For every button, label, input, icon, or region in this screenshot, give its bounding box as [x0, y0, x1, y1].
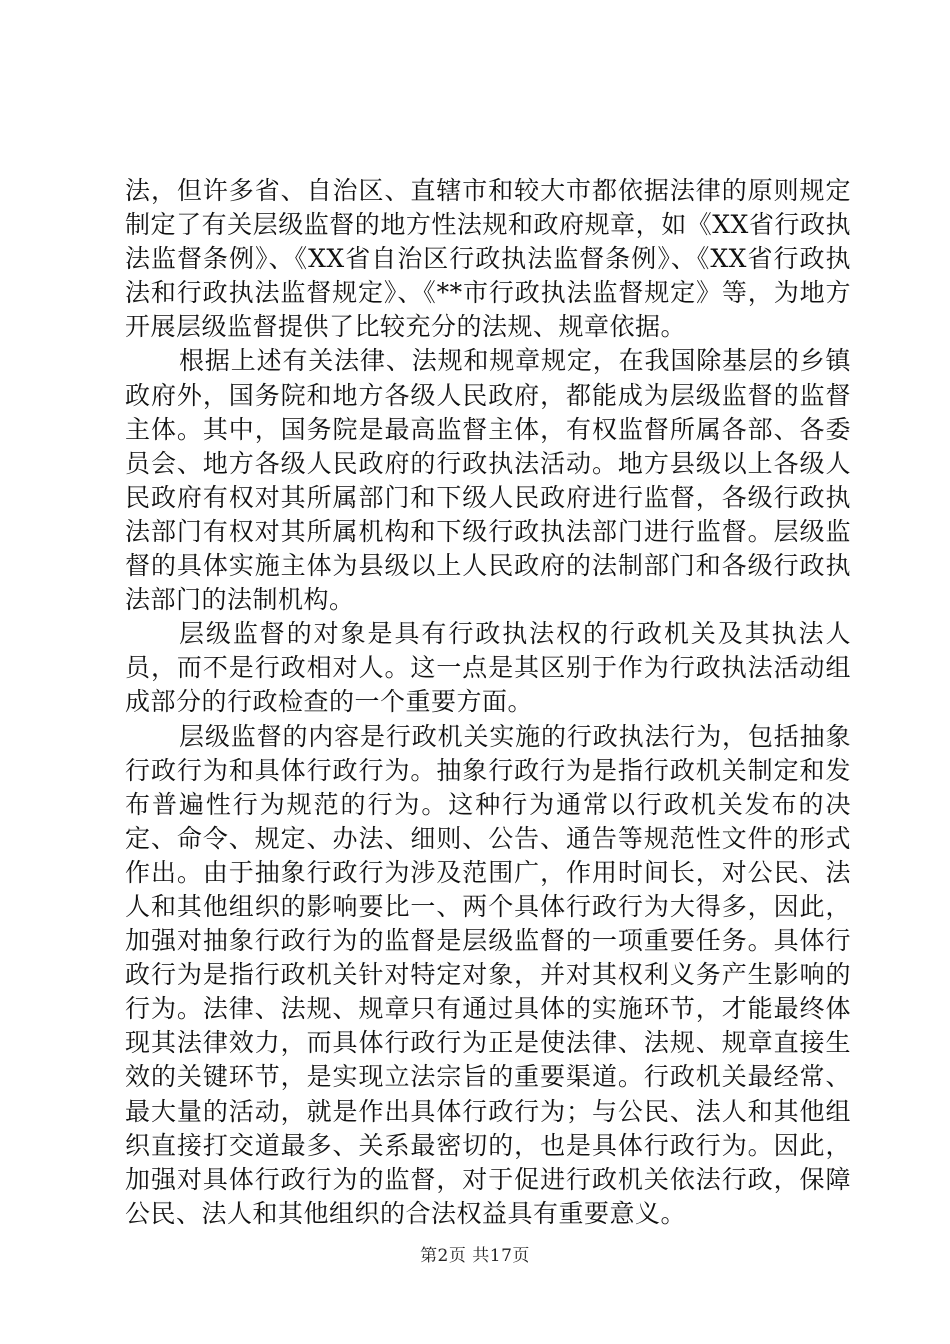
document-body — [125, 174, 851, 1231]
paragraph-4: 层级监督的内容是行政机关实施的行政执法行为，包括抽象行政行为和具体行政行为。抽象行政行为是指行政机关制定和发布普遍性行为规范的行为。这种行为通常以行政机关发布的决定、命令、规定、办法、细则、公告、通告等规范性文件的形式作出。由于抽象行政行为涉及范围广，作用时间长，对公民、法人和其他组织的影响要比一、两个具体行政行为大得多，因此，加强对抽象行政行为的监督是层级监督的一项重要任务。具体行政行为是指行政机关针对特定对象，并对其权利义务产生影响的行为。法律、法规、规章只有通过具体的实施环节，才能最终体现其法律效力，而具体行政行为正是使法律、法规、规章直接生效的关键环节，是实现立法宗旨的重要渠道。行政机关最经常、最大量的活动，就是作出具体行政行为；与公民、法人和其他组织直接打交道最多、关系最密切的，也是具体行政行为。因此，加强对具体行政行为的监督，对于促进行政机关依法行政，保障公民、法人和其他组织的合法权益具有重要意义。 — [125, 721, 851, 1228]
paragraph-2: 根据上述有关法律、法规和规章规定，在我国除基层的乡镇政府外，国务院和地方各级人民政府，都能成为层级监督的监督主体。其中，国务院是最高监督主体，有权监督所属各部、各委员会、地方各级人民政府的行政执法活动。地方县级以上各级人民政府有权对其所属部门和下级人民政府进行监督，各级行政执法部门有权对其所属机构和下级行政执法部门进行监督。层级监督的具体实施主体为县级以上人民政府的法制部门和各级行政执法部门的法制机构。 — [125, 346, 851, 615]
paragraph-3: 层级监督的对象是具有行政执法权的行政机关及其执法人员，而不是行政相对人。这一点是其区别于作为行政执法活动组成部分的行政检查的一个重要方面。 — [125, 619, 851, 717]
paragraph-1: 法，但许多省、自治区、直辖市和较大市都依据法律的原则规定制定了有关层级监督的地方性法规和政府规章，如《XX省行政执法监督条例》、《XX省自治区行政执法监督条例》、《XX省行政执法和行政执法监督规定》、《**市行政执法监督规定》等，为地方开展层级监督提供了比较充分的法规、规章依据。 — [125, 176, 851, 342]
page-number-footer: 第2页 共17页 — [420, 1246, 530, 1266]
